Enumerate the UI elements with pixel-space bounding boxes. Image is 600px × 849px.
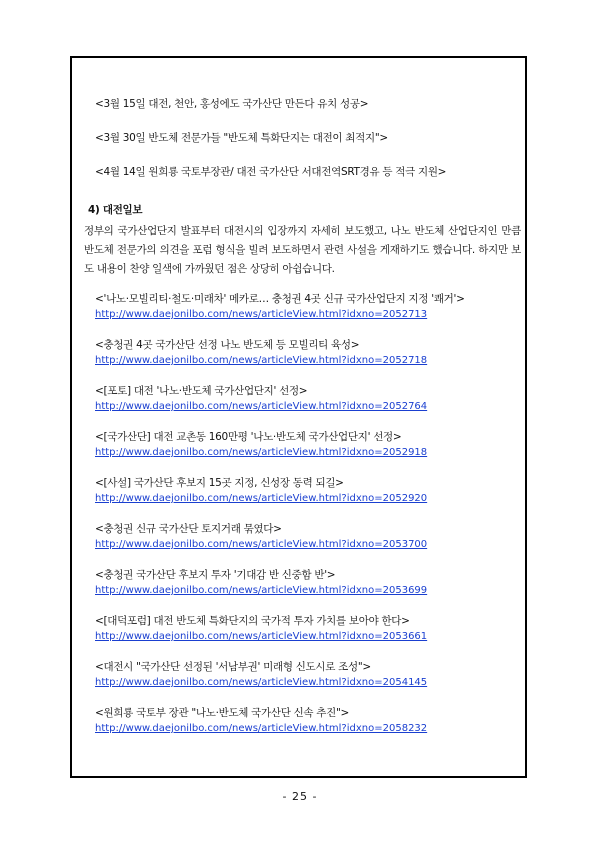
article-item — [95, 659, 524, 691]
article-link[interactable]: http://www.daejonilbo.com/news/articleView.html?idxno=2053700 — [95, 539, 428, 550]
article-link[interactable]: http://www.daejonilbo.com/news/articleView.html?idxno=2058232 — [95, 723, 428, 734]
article-title: <원희룡 국토부 장관 "나노·반도체 국가산단 신속 추진"> — [95, 707, 350, 719]
article-item — [95, 383, 524, 415]
article-item — [95, 475, 524, 507]
headline-item: <4월 14일 원희룡 국토부장관/ 대전 국가산단 서대전역SRT경유 등 적극 지원> — [95, 166, 447, 178]
article-link[interactable]: http://www.daejonilbo.com/news/articleView.html?idxno=2054145 — [95, 677, 428, 688]
article-title: <[사설] 국가산단 후보지 15곳 지정, 신성장 동력 되길> — [95, 477, 344, 489]
article-link[interactable]: http://www.daejonilbo.com/news/articleView.html?idxno=2053661 — [95, 631, 428, 642]
article-title: <대전시 "국가산단 선정된 '서남부권' 미래형 신도시로 조성"> — [95, 661, 371, 673]
article-link[interactable]: http://www.daejonilbo.com/news/articleView.html?idxno=2052918 — [95, 447, 428, 458]
article-item — [95, 521, 524, 553]
article-title: <충청권 4곳 국가산단 선정 나노 반도체 등 모빌리티 육성> — [95, 339, 360, 351]
article-title: <충청권 국가산단 후보지 투자 '기대감 반 신중함 반'> — [95, 569, 336, 581]
article-item — [95, 705, 524, 737]
article-link[interactable]: http://www.daejonilbo.com/news/articleView.html?idxno=2052764 — [95, 401, 428, 412]
article-title: <[포토] 대전 '나노·반도체 국가산업단지' 선정> — [95, 385, 308, 397]
article-title: <충청권 신규 국가산단 토지거래 묶였다> — [95, 523, 282, 535]
article-link[interactable]: http://www.daejonilbo.com/news/articleView.html?idxno=2053699 — [95, 585, 428, 596]
section-title: 4) 대전일보 — [88, 204, 143, 216]
article-item — [95, 291, 524, 323]
article-link[interactable]: http://www.daejonilbo.com/news/articleView.html?idxno=2052920 — [95, 493, 428, 504]
section-paragraph: 정부의 국가산업단지 발표부터 대전시의 입장까지 자세히 보도했고, 나노 반도체 산업단지인 만큼 반도체 전문가의 의견을 포럼 형식을 빌려 보도하면서 관련 사설을 게재하기도 했습니다. 하지만 보도 내용이 찬양 일색에 가까웠던 점은 상당히 아쉽습니다. — [84, 225, 521, 275]
article-title: <'나노·모빌리티·철도·미래차' 메카로… 충청권 4곳 신규 국가산업단지 지정 '쾌거'> — [95, 293, 465, 305]
article-title: <[대덕포럼] 대전 반도체 특화단지의 국가적 투자 가치를 보아야 한다> — [95, 615, 410, 627]
article-item — [95, 613, 524, 645]
article-link[interactable]: http://www.daejonilbo.com/news/articleView.html?idxno=2052713 — [95, 309, 428, 320]
article-item — [95, 567, 524, 599]
article-link[interactable]: http://www.daejonilbo.com/news/articleView.html?idxno=2052718 — [95, 355, 428, 366]
article-item — [95, 337, 524, 369]
headline-item: <3월 30일 반도체 전문가들 "반도체 특화단지는 대전이 최적지"> — [95, 132, 388, 144]
article-title: <[국가산단] 대전 교촌동 160만평 '나노·반도체 국가산업단지' 선정> — [95, 431, 402, 443]
article-list — [84, 291, 524, 737]
document-body — [84, 96, 524, 737]
article-item — [95, 429, 524, 461]
page-number: - 25 - — [282, 790, 318, 803]
headline-item: <3월 15일 대전, 천안, 홍성에도 국가산단 만든다 유치 성공> — [95, 98, 369, 110]
